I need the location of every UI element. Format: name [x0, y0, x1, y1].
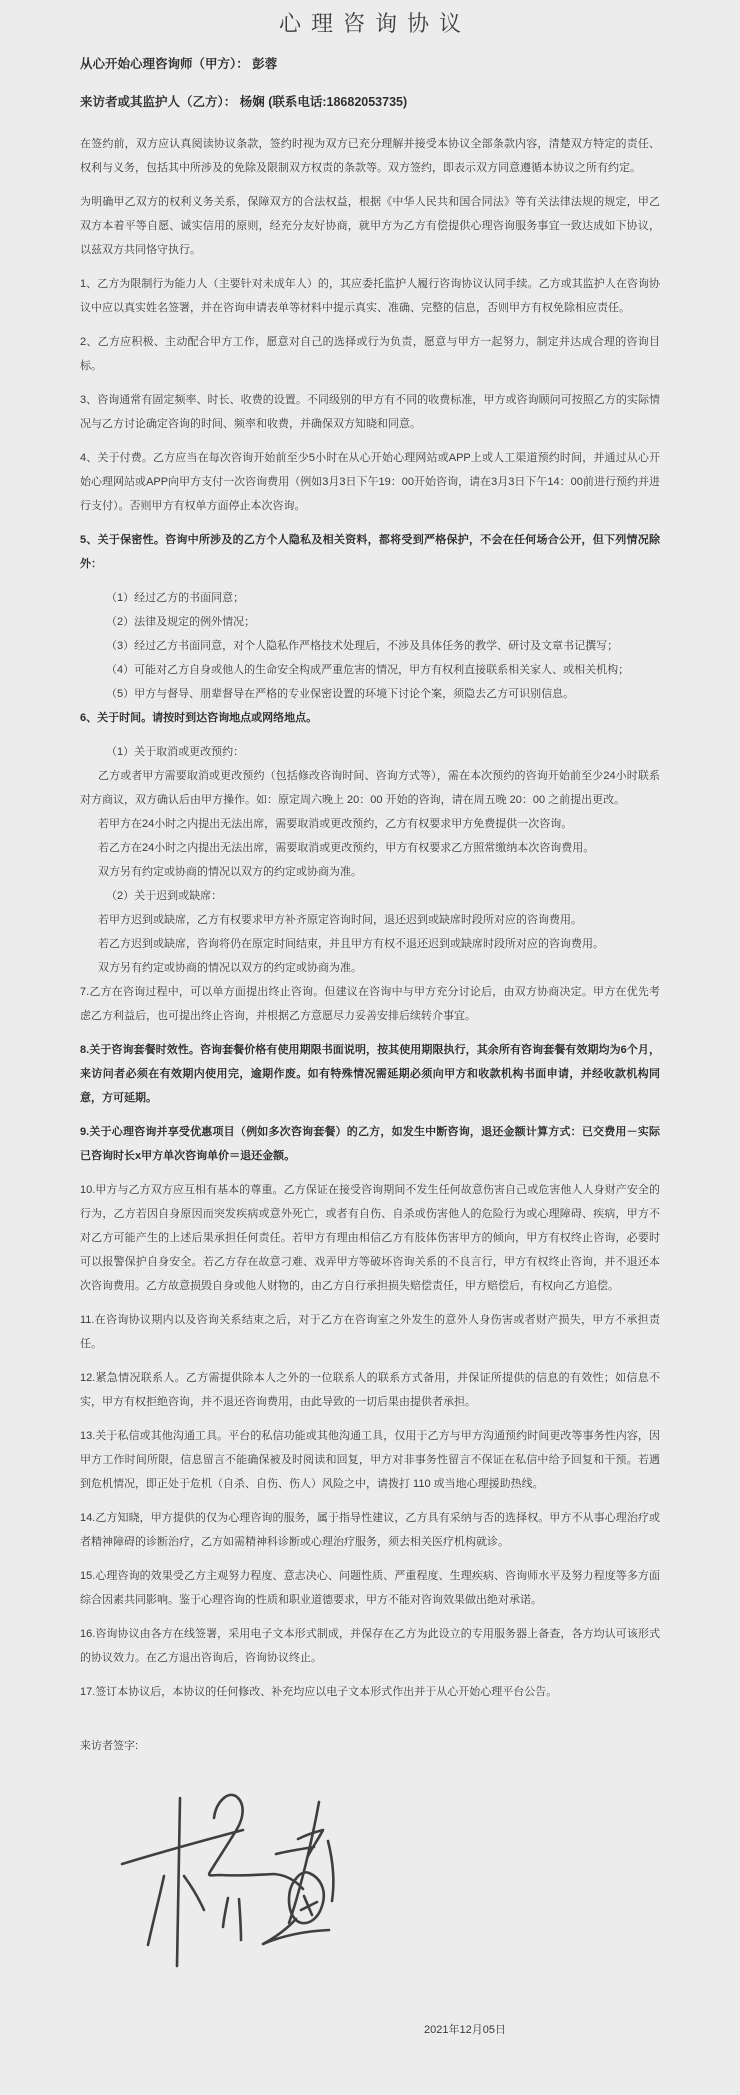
clause: 2、乙方应积极、主动配合甲方工作，愿意对自己的选择或行为负责，愿意与甲方一起努力，制定并达成合理的咨询目标。: [80, 336, 660, 372]
handwritten-signature: [100, 1786, 340, 1976]
clause: 16.咨询协议由各方在线签署，采用电子文本形式制成，并保存在乙方为此设立的专用服务器上备查，各方均认可该形式的协议效力。在乙方退出咨询后，咨询协议终止。: [80, 1628, 660, 1664]
party-b-line: 来访者或其监护人（乙方）： 杨娴 (联系电话:18682053735): [80, 95, 408, 109]
signature-date: 2021年12月05日: [424, 2024, 506, 2036]
page-title: 心理咨询协议: [278, 11, 471, 36]
clause: 12.紧急情况联系人。乙方需提供除本人之外的一位联系人的联系方式备用，并保证所提供的信息的有效性；如信息不实，甲方有权拒绝咨询，并不退还咨询费用，由此导致的一切后果由提供者承担。: [80, 1372, 660, 1408]
clause: 15.心理咨询的效果受乙方主观努力程度、意志决心、问题性质、严重程度、生理疾病、咨询师水平及努力程度等多方面综合因素共同影响。鉴于心理咨询的性质和职业道德要求，甲方不能对咨询效果做出绝对承诺。: [80, 1570, 660, 1606]
clause: 5、关于保密性。咨询中所涉及的乙方个人隐私及相关资料，都将受到严格保护，不会在任何场合公开，但下列情况除外：: [80, 534, 660, 570]
clause: 为明确甲乙双方的权利义务关系，保障双方的合法权益，根据《中华人民共和国合同法》等有关法律法规的规定，甲乙双方本着平等自愿、诚实信用的原则，经充分友好协商，就甲方为乙方有偿提供心理咨询服务事宜一致达成如下协议，以兹双方共同恪守执行。: [80, 196, 660, 256]
clause: 8.关于咨询套餐时效性。咨询套餐价格有使用期限书面说明，按其使用期限执行，其余所有咨询套餐有效期均为6个月，来访问者必须在有效期内使用完，逾期作废。如有特殊情况需延期必须向甲方和收款机构书面申请，并经收款机构同意，方可延期。: [80, 1044, 660, 1104]
signature-drawing-icon: [100, 1786, 340, 1976]
clause: 在签约前，双方应认真阅读协议条款，签约时视为双方已充分理解并接受本协议全部条款内容，清楚双方特定的责任、权利与义务，包括其中所涉及的免除及限制双方权责的条款等。双方签约，即表示双方同意遵循本协议之所有约定。: [80, 138, 660, 174]
clause: 14.乙方知晓，甲方提供的仅为心理咨询的服务，属于指导性建议，乙方具有采纳与否的选择权。甲方不从事心理治疗或者精神障碍的诊断治疗，乙方如需精神科诊断或心理治疗服务，须去相关医疗机构就诊。: [80, 1512, 660, 1548]
signature-section: [80, 1734, 660, 2038]
clause: 双方另有约定或协商的情况以双方的约定或协商为准。: [98, 962, 362, 974]
clause: （3）经过乙方书面同意，对个人隐私作严格技术处理后，不涉及具体任务的教学、研讨及文章书记撰写；: [106, 640, 619, 652]
parties-section: [80, 56, 660, 110]
clause: （5）甲方与督导、朋辈督导在严格的专业保密设置的环境下讨论个案，须隐去乙方可识别信息。: [106, 688, 575, 700]
clause: 若甲方在24小时之内提出无法出席，需要取消或更改预约，乙方有权要求甲方免费提供一次咨询。: [98, 818, 573, 830]
clauses: [80, 132, 660, 1704]
clause: 若甲方迟到或缺席，乙方有权要求甲方补齐原定咨询时间，退还迟到或缺席时段所对应的咨询费用。: [98, 914, 582, 926]
clause: 双方另有约定或协商的情况以双方的约定或协商为准。: [98, 866, 362, 878]
party-a-line: 从心开始心理咨询师（甲方）： 彭蓉: [80, 57, 278, 71]
clause: 若乙方迟到或缺席，咨询将仍在原定时间结束，并且甲方有权不退还迟到或缺席时段所对应的咨询费用。: [98, 938, 604, 950]
clause: 3、咨询通常有固定频率、时长、收费的设置。不同级别的甲方有不同的收费标准，甲方或咨询顾问可按照乙方的实际情况与乙方讨论确定咨询的时间、频率和收费，并确保双方知晓和同意。: [80, 394, 660, 430]
clause: 乙方或者甲方需要取消或更改预约（包括修改咨询时间、咨询方式等），需在本次预约的咨询开始前至少24小时联系对方商议，双方确认后由甲方操作。如：原定周六晚上 20：00 开始的咨询，请在周五晚 20：00 之前提出更改。: [80, 770, 660, 806]
clause: 4、关于付费。乙方应当在每次咨询开始前至少5小时在从心开始心理网站或APP上或人工渠道预约时间，并通过从心开始心理网站或APP向甲方支付一次咨询费用（例如3月3日下午19：00开始咨询，请在3月3日下午14：00前进行预约并进行支付）。否则甲方有权单方面停止本次咨询。: [80, 452, 660, 512]
clause: 11.在咨询协议期内以及咨询关系结束之后，对于乙方在咨询室之外发生的意外人身伤害或者财产损失，甲方不承担责任。: [80, 1314, 660, 1350]
clause: 10.甲方与乙方双方应互相有基本的尊重。乙方保证在接受咨询期间不发生任何故意伤害自己或危害他人人身财产安全的行为，乙方若因自身原因而突发疾病或意外死亡，或者有自伤、自杀或伤害他人的危险行为或心理障碍、疾病，甲方不对乙方可能产生的上述后果承担任何责任。若甲方有理由相信乙方有肢体伤害甲方的倾向，甲方有权终止咨询，必要时可以报警保护自身安全。若乙方存在故意刁难、戏弄甲方等破坏咨询关系的不良言行，甲方有权终止咨询，并不退还本次咨询费用。乙方故意损毁自身或他人财物的，由乙方自行承担损失赔偿责任，甲方赔偿后，有权向乙方追偿。: [80, 1184, 660, 1292]
clause: （1）经过乙方的书面同意；: [106, 592, 245, 604]
clause: 若乙方在24小时之内提出无法出席，需要取消或更改预约，甲方有权要求乙方照常缴纳本次咨询费用。: [98, 842, 595, 854]
clause: 17.签订本协议后，本协议的任何修改、补充均应以电子文本形式作出并于从心开始心理平台公告。: [80, 1686, 558, 1698]
clause: 1、乙方为限制行为能力人（主要针对未成年人）的，其应委托监护人履行咨询协议认同手续。乙方或其监护人在咨询协议中应以真实姓名签署，并在咨询申请表单等材料中提示真实、准确、完整的信息，否则甲方有权免除相应责任。: [80, 278, 660, 314]
clause: （1）关于取消或更改预约：: [106, 746, 245, 758]
clause: 7.乙方在咨询过程中，可以单方面提出终止咨询。但建议在咨询中与甲方充分讨论后，由双方协商决定。甲方在优先考虑乙方利益后，也可提出终止咨询，并根据乙方意愿尽力妥善安排后续转介事宜。: [80, 986, 660, 1022]
clause: （2）法律及规定的例外情况；: [106, 616, 256, 628]
clause: （4）可能对乙方自身或他人的生命安全构成严重危害的情况，甲方有权利直接联系相关家人、或相关机构；: [106, 664, 630, 676]
signature-label: 来访者签字:: [80, 1740, 139, 1752]
clause: 9.关于心理咨询并享受优惠项目（例如多次咨询套餐）的乙方，如发生中断咨询，退还金额计算方式：已交费用－实际已咨询时长x甲方单次咨询单价＝退还金额。: [80, 1126, 660, 1162]
clause: （2）关于迟到或缺席：: [106, 890, 223, 902]
clause: 13.关于私信或其他沟通工具。平台的私信功能或其他沟通工具，仅用于乙方与甲方沟通预约时间更改等事务性内容，因甲方工作时间所限，信息留言不能确保被及时阅读和回复，甲方对非事务性留言不保证在私信中给予回复和干预。若遇到危机情况，即正处于危机（自杀、自伤、伤人）风险之中，请拨打 110 或当地心理援助热线。: [80, 1430, 660, 1490]
clause: 6、关于时间。请按时到达咨询地点或网络地点。: [80, 712, 318, 724]
agreement-content: [0, 39, 740, 2038]
